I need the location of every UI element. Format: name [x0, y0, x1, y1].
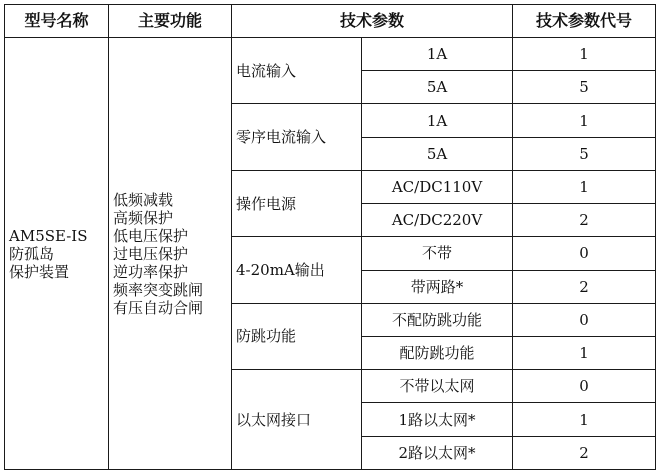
param-option: 不配防跳功能	[362, 303, 513, 336]
param-code: 2	[513, 204, 656, 237]
header-param-code: 技术参数代号	[513, 5, 656, 38]
param-group-name: 4-20mA输出	[232, 237, 362, 303]
param-code: 1	[513, 336, 656, 369]
param-code: 0	[513, 237, 656, 270]
param-code: 5	[513, 137, 656, 170]
param-group-name: 防跳功能	[232, 303, 362, 369]
function-line: 低频减载	[113, 190, 174, 209]
param-option: 带两路*	[362, 270, 513, 303]
param-group-name: 操作电源	[232, 170, 362, 236]
param-option: 不带	[362, 237, 513, 270]
function-line: 逆功率保护	[113, 262, 189, 281]
param-code: 2	[513, 436, 656, 469]
param-option: 5A	[362, 71, 513, 104]
header-main-function: 主要功能	[109, 5, 232, 38]
model-line: 防孤岛	[9, 244, 55, 263]
param-option: 5A	[362, 137, 513, 170]
param-option: AC/DC220V	[362, 204, 513, 237]
param-option: 配防跳功能	[362, 336, 513, 369]
param-code: 5	[513, 71, 656, 104]
header-row	[5, 5, 656, 38]
param-option: AC/DC110V	[362, 170, 513, 203]
param-code: 1	[513, 104, 656, 137]
table-row	[5, 38, 656, 71]
function-line: 有压自动合闸	[113, 298, 204, 317]
function-line: 过电压保护	[113, 244, 189, 263]
param-option: 1A	[362, 38, 513, 71]
param-code: 1	[513, 403, 656, 436]
param-code: 1	[513, 170, 656, 203]
param-code: 1	[513, 38, 656, 71]
main-function-cell	[109, 38, 232, 470]
param-code: 2	[513, 270, 656, 303]
function-line: 频率突变跳闸	[113, 280, 204, 299]
param-group-name: 零序电流输入	[232, 104, 362, 170]
param-option: 2路以太网*	[362, 436, 513, 469]
param-group-name: 以太网接口	[232, 370, 362, 470]
param-option: 1A	[362, 104, 513, 137]
model-line: AM5SE-IS	[9, 226, 88, 245]
model-name-cell	[5, 38, 109, 470]
model-line: 保护装置	[9, 262, 70, 281]
param-option: 不带以太网	[362, 370, 513, 403]
spec-table	[4, 4, 656, 470]
function-line: 低电压保护	[113, 226, 189, 245]
function-line: 高频保护	[113, 208, 174, 227]
param-code: 0	[513, 303, 656, 336]
param-code: 0	[513, 370, 656, 403]
header-tech-params: 技术参数	[232, 5, 513, 38]
param-group-name: 电流输入	[232, 38, 362, 104]
header-model-name: 型号名称	[5, 5, 109, 38]
param-option: 1路以太网*	[362, 403, 513, 436]
